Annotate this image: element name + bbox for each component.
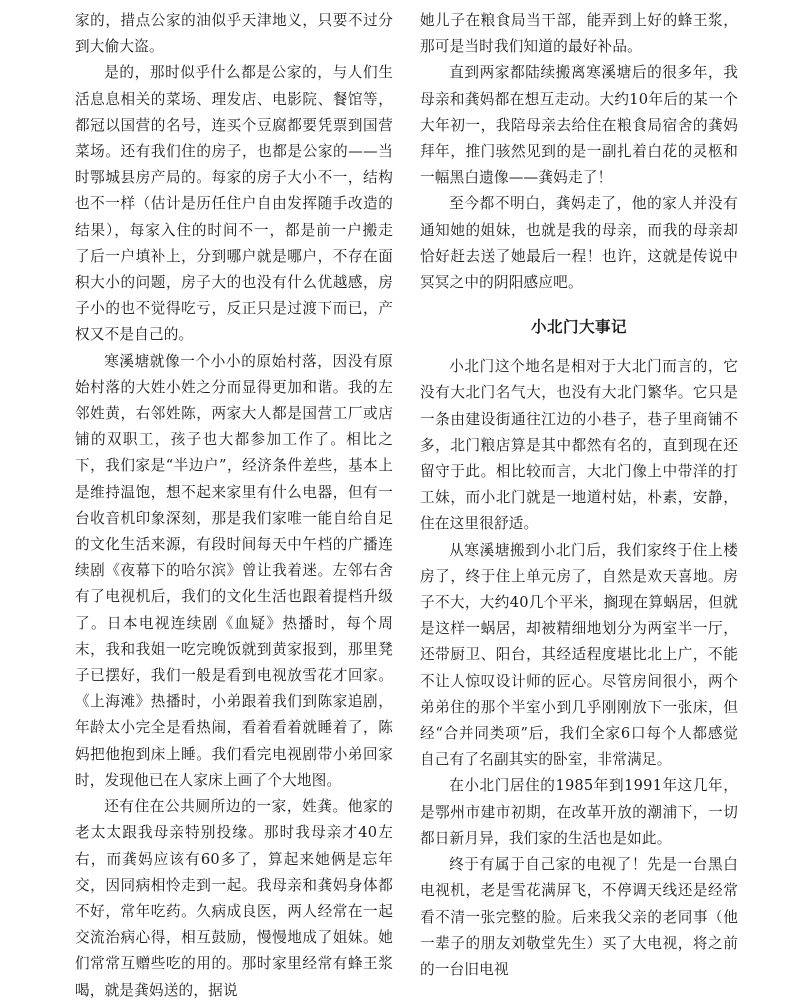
paragraph: 是的，那时似乎什么都是公家的，与人们生活息息相关的菜场、理发店、电影院、餐馆等，都冠以国营的名号，连买个豆腐都要凭票到国营菜场。还有我们住的房子，也都是公家的——当时鄂城县房产局的。每家的房子大小不一，结构也不一样（估计是历任住户自由发挥随手改造的结果），每家入住的时间不一，都是前一户搬走了后一户填补上，分到哪户就是哪户，不存在面积大小的问题，房子大的也没有什么优越感，房子小的也不觉得吃亏，反正只是过渡下而已，产权又不是自己的。	[75, 64, 393, 344]
paragraph: 还有住在公共厕所边的一家，姓龚。他家的老太太跟我母亲特别投缘。那时我母亲才40左右，而龚妈应该有60多了，算起来她俩是忘年交，因同病相怜走到一起。我母亲和龚妈身体都不好，常年吃药。久病成良医，两人经常在一起交流治病心得，相互鼓励，慢慢地成了姐妹。她们常常互赠些吃的用的。那时家里经常有蜂王浆喝，就是龚妈送的，据说	[75, 798, 393, 999]
paragraph: 家的，措点公家的油似乎天津地义，只要不过分到大偷大盗。	[75, 12, 393, 56]
right-column	[420, 8, 738, 983]
paragraph: 寒溪塘就像一个小小的原始村落，因没有原始村落的大姓小姓之分而显得更加和谐。我的左邻姓黄，右邻姓陈，两家大人都是国营工厂或店铺的双职工，孩子也大都参加工作了。相比之下，我们家是“半边户”，经济条件差些，基本上是维持温饱，想不起来家里有什么电器，但有一台收音机印象深刻，那是我们家唯一能自给自足的文化生活来源，有段时间每天中午档的广播连续剧《夜幕下的哈尔滨》曾让我着迷。左邻右舍有了电视机后，我们的文化生活也跟着提档升级了。日本电视连续剧《血疑》热播时，每个周末，我和我姐一吃完晚饭就到黄家报到，那里凳子已摆好，我们一般是看到电视放雪花才回家。《上海滩》热播时，小弟跟着我们到陈家追剧，年龄太小完全是看热闹，看着看着就睡着了，陈妈把他抱到床上睡。我们看完电视剧带小弟回家时，发现他已在人家床上画了个大地图。	[75, 352, 393, 789]
paragraph: 她儿子在粮食局当干部，能弄到上好的蜂王浆，那可是当时我们知道的最好补品。	[420, 12, 738, 56]
paragraph: 小北门这个地名是相对于大北门而言的，它没有大北门名气大，也没有大北门繁华。它只是一条由建设街通往江边的小巷子，巷子里商铺不多，北门粮店算是其中都然有名的，直到现在还留守于此。相比较而言，大北门像上中带洋的打工妹，而小北门就是一地道村姑，朴素，安静，住在这里很舒适。	[420, 358, 738, 533]
paragraph: 在小北门居住的1985年到1991年这几年，是鄂州市建市初期，在改革开放的潮浦下，一切都日新月异，我们家的生活也是如此。	[420, 777, 738, 847]
paragraph: 终于有属于自己家的电视了！先是一台黑白电视机，老是雪花满屏飞，不停调天线还是经常看不清一张完整的脸。后来我父亲的老同事（他一辈子的朋友刘敬堂先生）买了大电视，将之前的一台旧电视	[420, 856, 738, 978]
paragraph: 从寒溪塘搬到小北门后，我们家终于住上楼房了，终于住上单元房了，自然是欢天喜地。房子不大，大约40几个平米，搁现在算蜗居，但就是这样一蜗居，却被精细地划分为两室半一厅，还带厨卫、阳台，其经适程度堪比北上广，不能不让人惊叹设计师的匠心。尽管房间很小，两个弟弟住的那个半室小到几乎刚刚放下一张床，但经“合并同类项”后，我们全家6口每个人都感觉自己有了名副其实的卧室，非常满足。	[420, 541, 738, 769]
paragraph: 至今都不明白，龚妈走了，他的家人并没有通知她的姐妹，也就是我的母亲，而我的母亲却恰好赶去送了她最后一程！也许，这就是传说中冥冥之中的阴阳感应吧。	[420, 195, 738, 292]
left-column	[75, 8, 393, 1004]
paragraph: 直到两家都陆续搬离寒溪塘后的很多年，我母亲和龚妈都在想互走动。大约10年后的某一个大年初一，我陪母亲去给住在粮食局宿舍的龚妈拜年，推门骇然见到的是一副扎着白花的灵柩和一幅黑白遗像——龚妈走了！	[420, 64, 738, 187]
section-title: 小北门大事记	[530, 318, 627, 337]
